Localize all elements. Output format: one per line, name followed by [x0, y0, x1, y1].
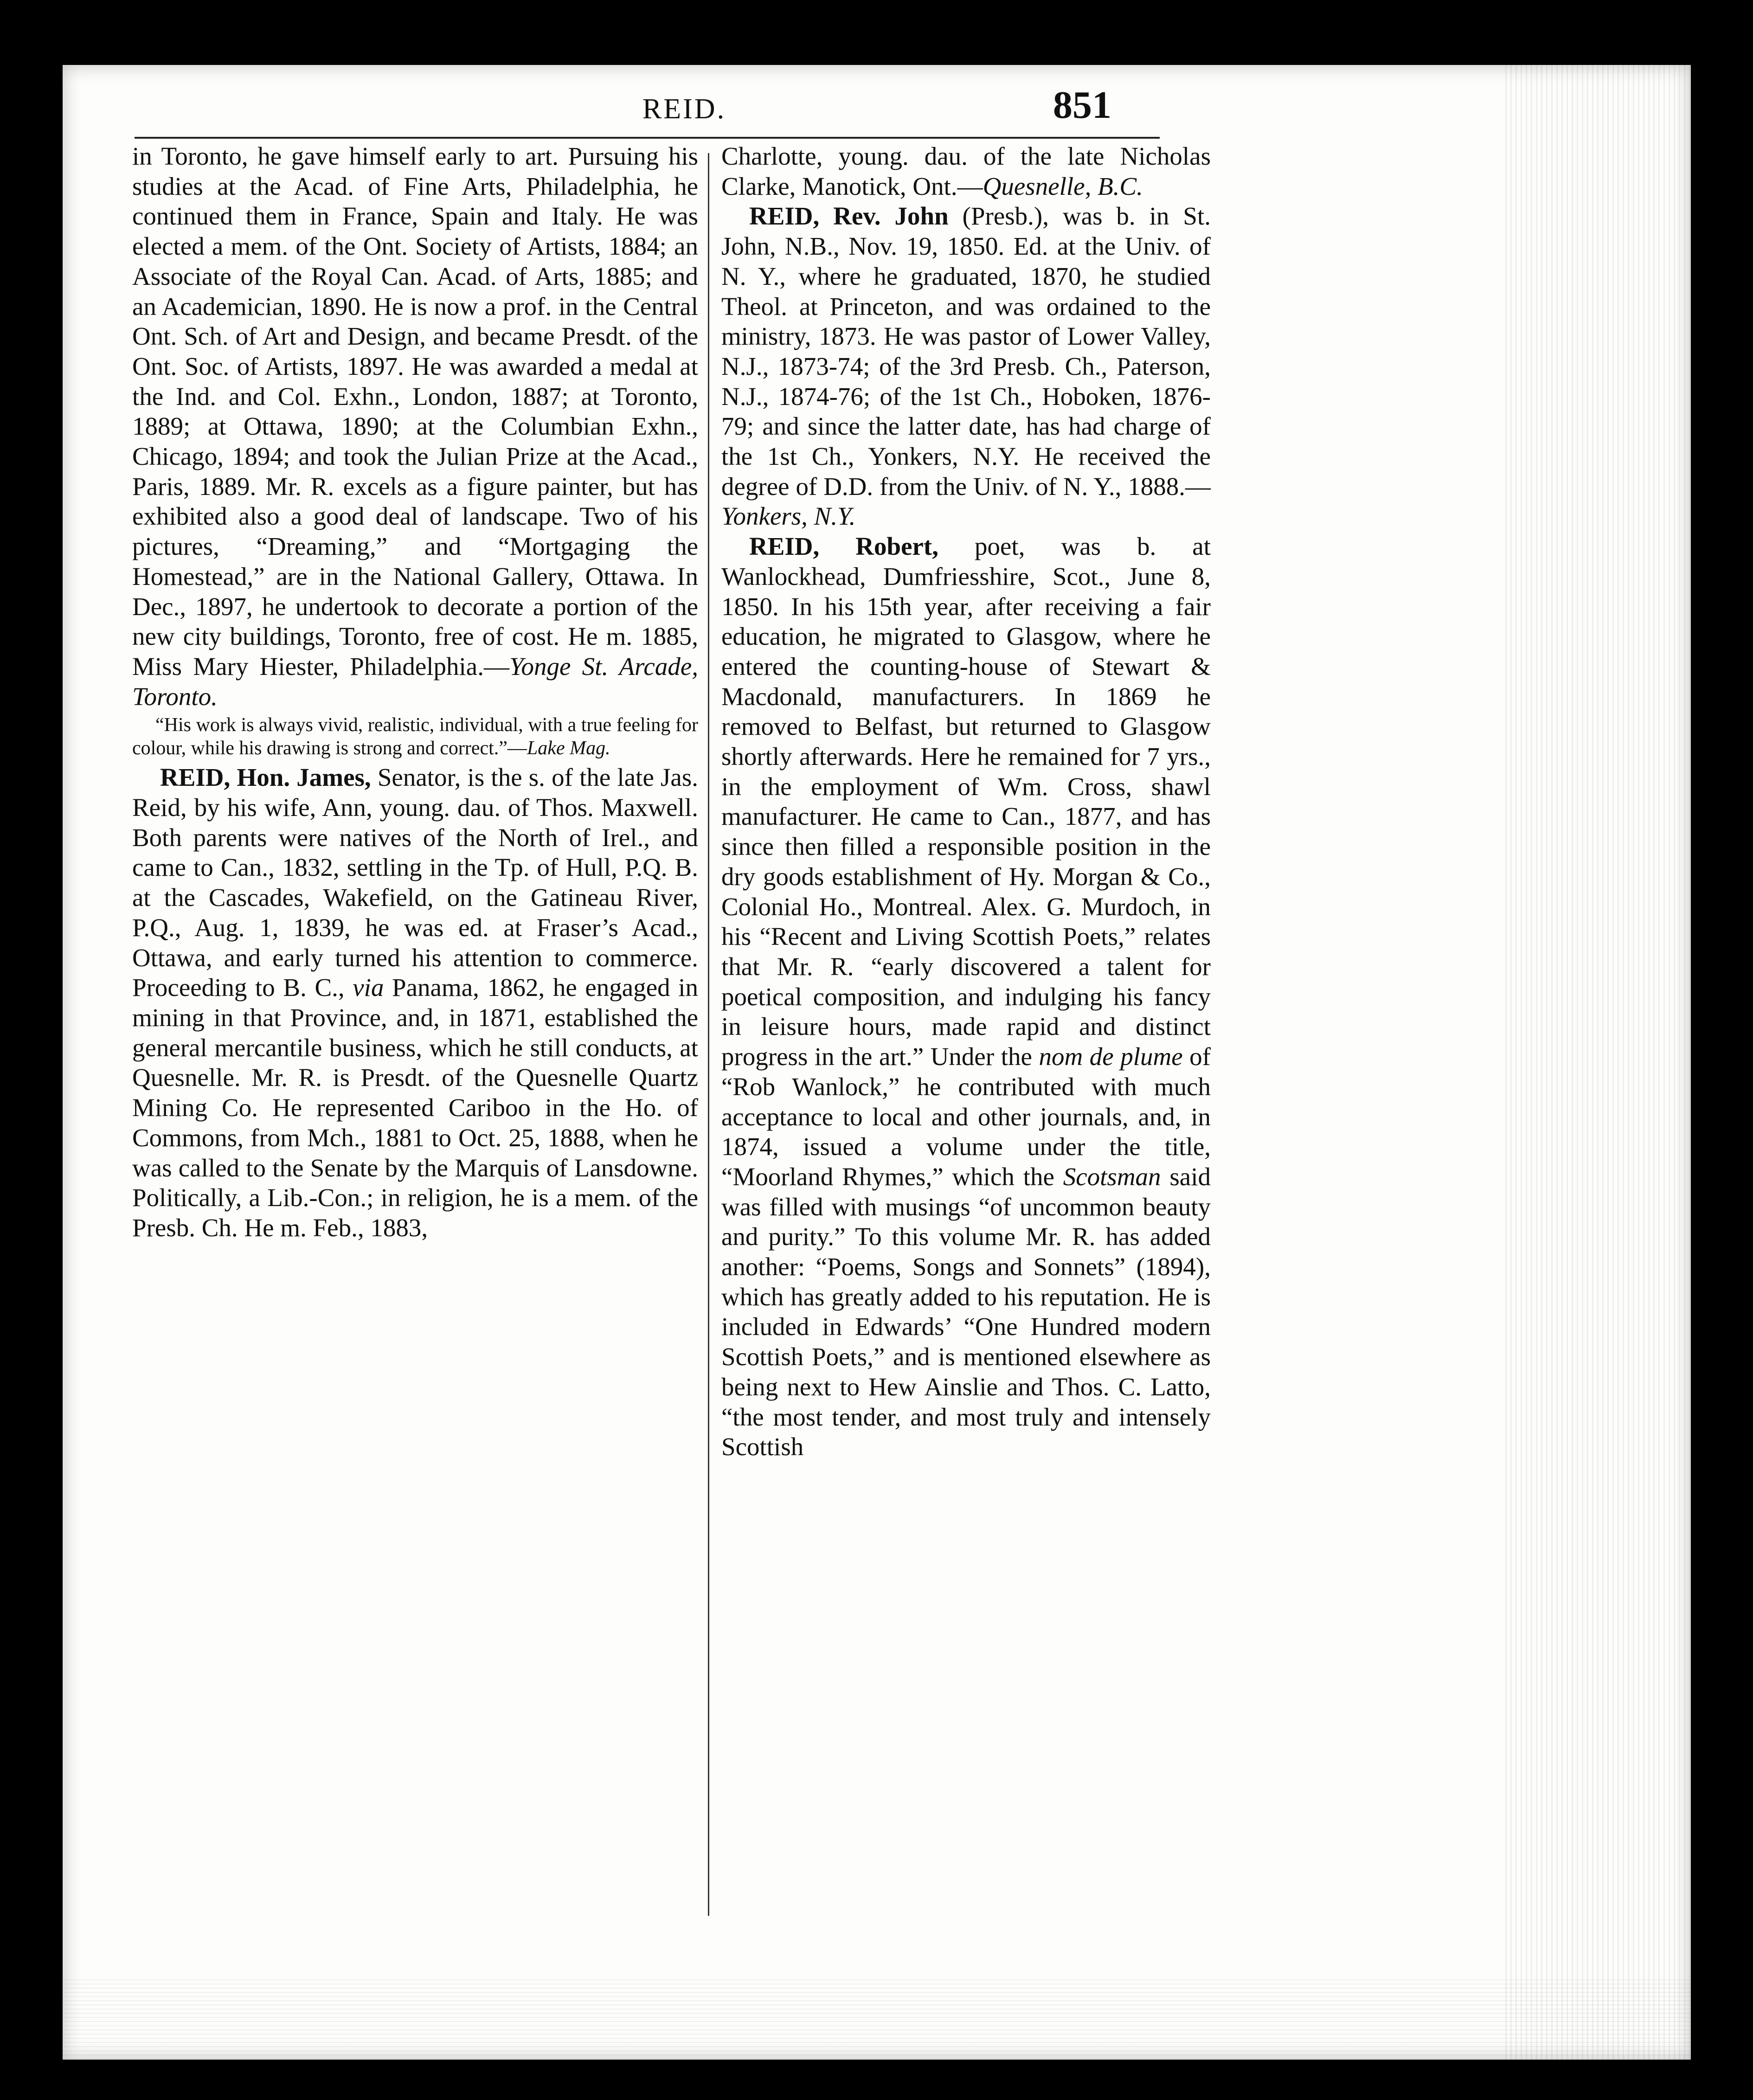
entry-location: Quesnelle, B.C. — [982, 172, 1143, 200]
entry-text: Charlotte, young. dau. of the late Nicholas Clarke, Manotick, Ont.— — [721, 142, 1211, 200]
entry-location: Yonkers, N.Y. — [721, 502, 856, 531]
entry-text: Senator, is the s. of the late Jas. Reid, by his wife, Ann, young. dau. of Thos. Maxwell. Both parents were natives of the North of Irel., and came to Can., 1832, settling in the Tp. of Hull, P.Q. B. at the Cascades, Wakefield, on the Gatineau River, P.Q., Aug. 1, 1839, he was ed. at Fraser’s Acad., Ottawa, and early turned his attention to commerce. Proceeding to B. C., — [132, 763, 699, 1002]
entry-text: (Presb.), was b. in St. John, N.B., Nov. 19, 1850. Ed. at the Univ. of N. Y., where he graduated, 1870, he studied Theol. at Princeton, and was ordained to the ministry, 1873. He was pastor of Lower Valley, N.J., 1873-74; of the 3rd Presb. Ch., Paterson, N.J., 1874-76; of the 1st Ch., Hoboken, 1876-79; and since the latter date, has had charge of the 1st Ch., Yonkers, N.Y. He received the degree of D.D. from the Univ. of N. Y., 1888.— — [721, 202, 1211, 501]
entry-continuation — [132, 141, 698, 712]
entry-heading: REID, Rev. John — [749, 202, 949, 231]
left-column — [132, 141, 698, 1243]
quote-source: Lake Mag. — [527, 738, 610, 759]
entry-italic: via — [353, 973, 384, 1002]
entry-heading: REID, Robert, — [749, 532, 938, 561]
scan-edge-noise — [1505, 65, 1691, 2060]
entry-text: said was filled with musings “of uncommon beauty and purity.” To this volume Mr. R. has added another: “Poems, Songs and Sonnets” (1894), which has greatly added to his reputation. He is included in Edwards’ “One Hundred modern Scottish Poets,” and is mentioned elsewhere as being next to Hew Ainslie and Thos. C. Latto, “the most tender, and most truly and intensely Scottish — [721, 1162, 1211, 1461]
entry-text: Panama, 1862, he engaged in mining in that Province, and, in 1871, established the general mercantile business, which he still conducts, at Quesnelle. Mr. R. is Presdt. of the Quesnelle Quartz Mining Co. He represented Cariboo in the Ho. of Commons, from Mch., 1881 to Oct. 25, 1888, when he was called to the Senate by the Marquis of Lansdowne. Politically, a Lib.-Con.; in religion, he is a mem. of the Presb. Ch. He m. Feb., 1883, — [132, 973, 699, 1242]
entry-italic: Scotsman — [1063, 1162, 1161, 1191]
page-number: 851 — [1053, 83, 1111, 127]
quote-text: “His work is always vivid, realistic, individual, with a true feeling for colour, while his drawing is strong and correct.”— — [132, 714, 698, 759]
press-quote — [132, 713, 698, 760]
entry-reid-john — [721, 201, 1211, 532]
entry-text: poet, was b. at Wanlockhead, Dumfriesshire, Scot., June 8, 1850. In his 15th year, after receiving a fair education, he migrated to Glasgow, where he entered the counting-house of Stewart & Macdonald, manufacturers. In 1869 he removed to Belfast, but returned to Glasgow shortly afterwards. Here he remained for 7 yrs., in the employment of Wm. Cross, shawl manufacturer. He came to Can., 1877, and has since then filled a responsible position in the dry goods establishment of Hy. Morgan & Co., Colonial Ho., Montreal. Alex. G. Murdoch, in his “Recent and Living Scottish Poets,” relates that Mr. R. “early discovered a talent for poetical composition, and indulging his fancy in leisure hours, made rapid and distinct progress in the art.” Under the — [721, 532, 1211, 1071]
column-divider — [708, 153, 709, 1916]
entry-text: in Toronto, he gave himself early to art. Pursuing his studies at the Acad. of Fine Arts, Philadelphia, he continued them in France, Spain and Italy. He was elected a mem. of the Ont. Society of Artists, 1884; an Associate of the Royal Can. Acad. of Arts, 1885; and an Academician, 1890. He is now a prof. in the Central Ont. Sch. of Art and Design, and became Presdt. of the Ont. Soc. of Artists, 1897. He was awarded a medal at the Ind. and Col. Exhn., London, 1887; at Toronto, 1889; at Ottawa, 1890; at the Columbian Exhn., Chicago, 1894; and took the Julian Prize at the Acad., Paris, 1889. Mr. R. excels as a figure painter, but has exhibited also a good deal of landscape. Two of his pictures, “Dreaming,” and “Mortgaging the Homestead,” are in the National Gallery, Ottawa. In Dec., 1897, he undertook to decorate a portion of the new city buildings, Toronto, free of cost. He m. 1885, Miss Mary Hiester, Philadelphia.— — [132, 142, 698, 681]
entry-reid-robert — [721, 532, 1211, 1462]
entry-text: of “Rob Wanlock,” he contributed with much acceptance to local and other journals, and, in 1874, issued a volume under the title, “Moorland Rhymes,” which the — [721, 1042, 1211, 1191]
entry-continuation — [721, 141, 1211, 201]
header-rule — [135, 137, 1160, 139]
entry-italic: nom de plume — [1039, 1042, 1183, 1071]
running-header: REID. — [642, 93, 726, 125]
entry-location: Yonge St. Arcade, Toronto. — [132, 652, 698, 711]
entry-reid-james — [132, 763, 698, 1243]
entry-heading: REID, Hon. James, — [160, 763, 371, 792]
scan-bottom-noise — [63, 1976, 1691, 2060]
right-column — [721, 141, 1211, 1462]
